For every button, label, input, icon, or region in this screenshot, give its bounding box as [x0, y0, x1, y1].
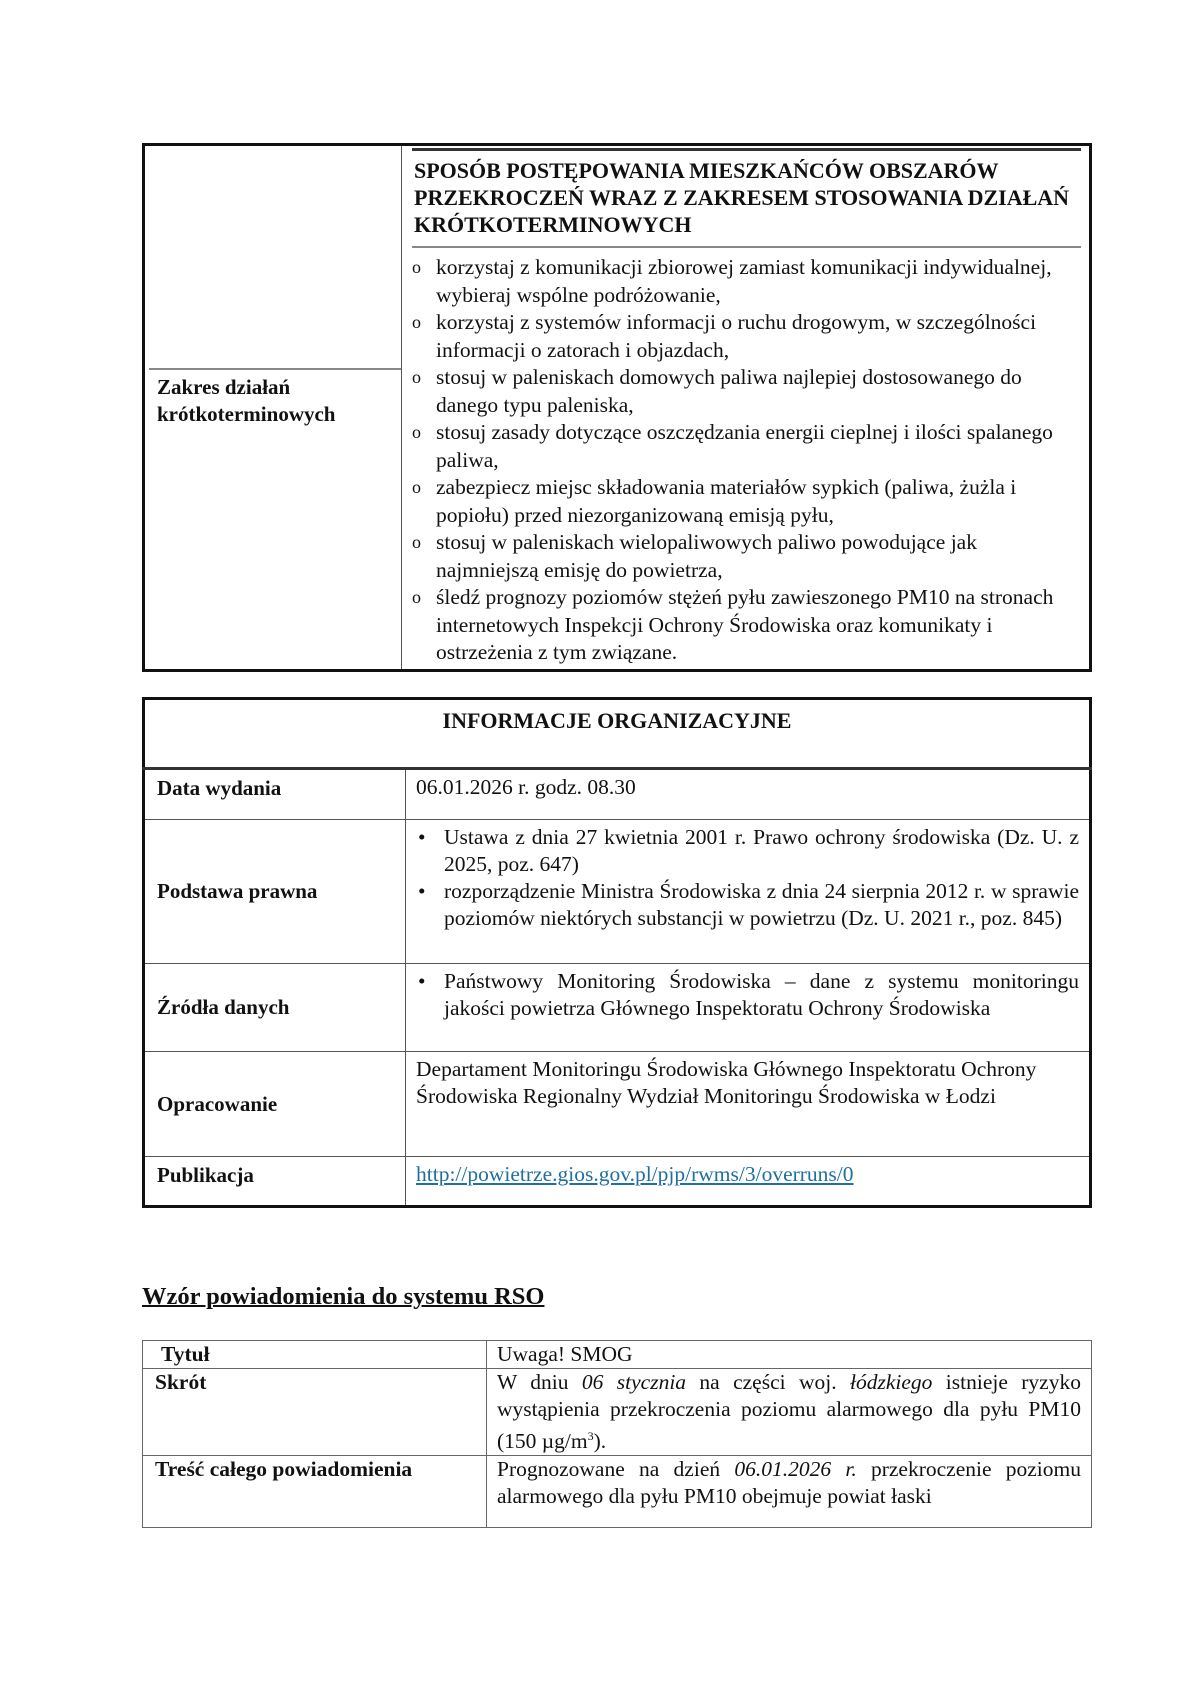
legal-basis-label: Podstawa prawna	[144, 820, 406, 964]
measures-label-cell	[144, 145, 402, 671]
rso-title-value: Uwaga! SMOG	[487, 1341, 1092, 1369]
measure-item: o stosuj zasady dotyczące oszczędzania energii cieplnej i ilości spalanego paliwa,	[412, 420, 1053, 472]
rso-short-label: Skrót	[143, 1369, 487, 1456]
circle-bullet-icon: o	[412, 257, 421, 277]
data-sources-label: Źródła danych	[144, 964, 406, 1052]
measure-item: o stosuj w paleniskach wielopaliwowych paliwo powodujące jak najmniejszą emisję do powietrza,	[412, 530, 977, 582]
data-source-item: • Państwowy Monitoring Środowiska – dane z systemu monitoringu jakości powietrza Głównego Inspektoratu Ochrony Środowiska	[418, 969, 1079, 1020]
circle-bullet-icon: o	[412, 367, 421, 387]
measure-item: o korzystaj z komunikacji zbiorowej zamiast komunikacji indywidualnej, wybieraj wspólne podróżowanie,	[412, 255, 1052, 307]
issue-date-label: Data wydania	[144, 769, 406, 820]
measure-item: o śledź prognozy poziomów stężeń pyłu zawieszonego PM10 na stronach internetowych Inspekcji Ochrony Środowiska oraz komunikaty i ostrzeżenia z tym związane.	[412, 585, 1054, 664]
rso-section-heading: Wzór powiadomienia do systemu RSO	[142, 1283, 545, 1310]
legal-basis-value	[406, 820, 1091, 964]
circle-bullet-icon: o	[412, 422, 421, 442]
bullet-icon: •	[418, 825, 426, 849]
measure-item: o zabezpiecz miejsc składowania materiałów sypkich (paliwa, żużla i popiołu) przed niezorganizowaną emisją pyłu,	[412, 475, 1017, 527]
rso-full-label: Treść całego powiadomienia	[143, 1456, 487, 1528]
publication-value	[406, 1157, 1091, 1207]
measures-heading: SPOSÓB POSTĘPOWANIA MIESZKAŃCÓW OBSZARÓW PRZEKROCZEŃ WRAZ Z ZAKRESEM STOSOWANIA DZIAŁAŃ KRÓTKOTERMINOWYCH	[412, 148, 1081, 248]
measure-item: o stosuj w paleniskach domowych paliwa najlepiej dostosowanego do danego typu paleniska,	[412, 365, 1022, 417]
org-info-title: INFORMACJE ORGANIZACYJNE	[144, 699, 1091, 769]
publication-link[interactable]: http://powietrze.gios.gov.pl/pjp/rwms/3/overruns/0	[416, 1162, 854, 1186]
rso-title-label: Tytuł	[143, 1341, 487, 1369]
circle-bullet-icon: o	[412, 587, 421, 607]
prepared-by-value: Departament Monitoringu Środowiska Głównego Inspektoratu Ochrony Środowiska Regionalny Wydział Monitoringu Środowiska w Łodzi	[406, 1052, 1091, 1157]
circle-bullet-icon: o	[412, 532, 421, 552]
legal-basis-item: • Ustawa z dnia 27 kwietnia 2001 r. Prawo ochrony środowiska (Dz. U. z 2025, poz. 647)	[418, 825, 1079, 876]
circle-bullet-icon: o	[412, 477, 421, 497]
prepared-by-label: Opracowanie	[144, 1052, 406, 1157]
org-info-table	[142, 697, 1092, 1208]
data-sources-value	[406, 964, 1091, 1052]
measures-content-cell	[402, 145, 1091, 671]
measures-table	[142, 143, 1092, 672]
rso-table	[142, 1340, 1092, 1528]
rso-short-value: W dniu 06 stycznia na części woj. łódzkiego istnieje ryzyko wystąpienia przekroczenia poziomu alarmowego dla pyłu PM10 (150 $\mu g/m^3$).	[487, 1369, 1092, 1456]
rso-full-value: Prognozowane na dzień 06.01.2026 r. przekroczenie poziomu alarmowego dla pyłu PM10 obejmuje powiat łaski	[487, 1456, 1092, 1528]
circle-bullet-icon: o	[412, 312, 421, 332]
legal-basis-item: • rozporządzenie Ministra Środowiska z dnia 24 sierpnia 2012 r. w sprawie poziomów niektórych substancji w powietrzu (Dz. U. 2021 r., poz. 845)	[418, 879, 1079, 930]
measures-label: Zakres działań krótkoterminowych	[157, 375, 336, 426]
measure-item: o korzystaj z systemów informacji o ruchu drogowym, w szczególności informacji o zatorach i objazdach,	[412, 310, 1037, 362]
measures-list	[412, 248, 1081, 669]
publication-label: Publikacja	[144, 1157, 406, 1207]
label-divider	[149, 368, 401, 370]
bullet-icon: •	[418, 969, 426, 993]
issue-date-value: 06.01.2026 r. godz. 08.30	[406, 769, 1091, 820]
bullet-icon: •	[418, 879, 426, 903]
